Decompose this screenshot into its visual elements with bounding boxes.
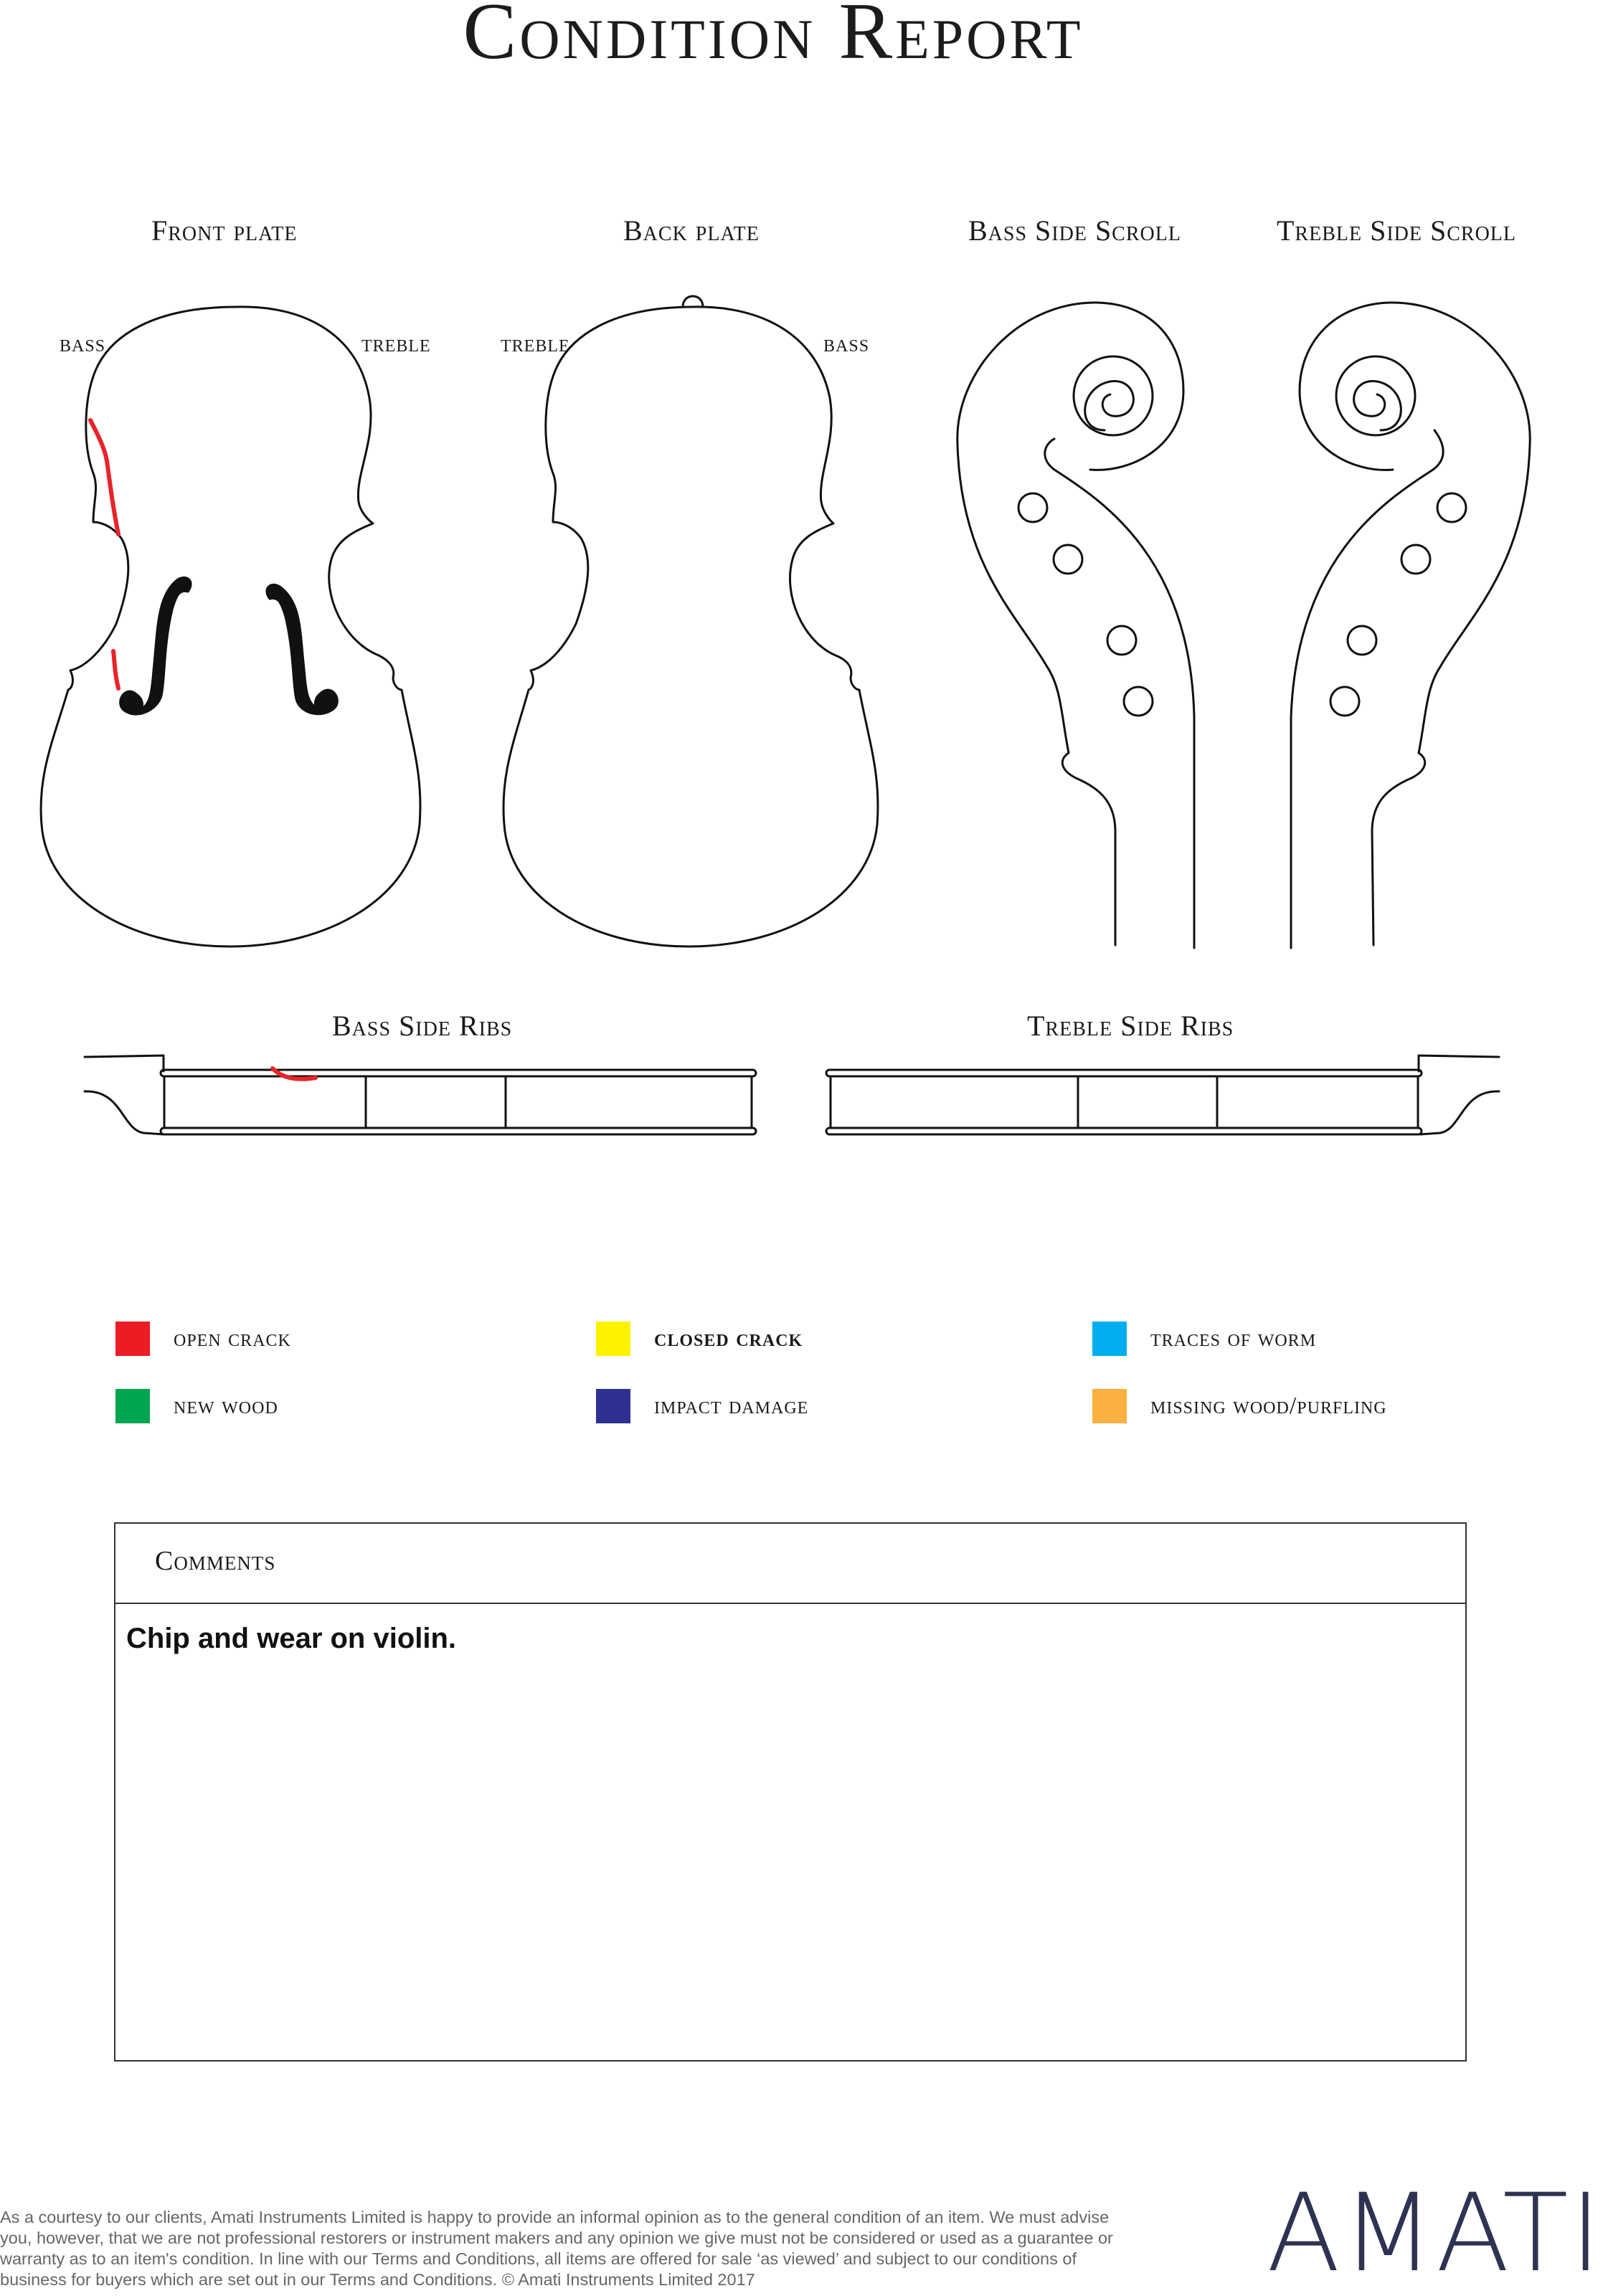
legend-new-wood	[115, 1389, 278, 1423]
open-crack-mark-front-lower	[113, 651, 118, 688]
left-f-hole	[120, 577, 191, 714]
comments-header	[115, 1524, 1465, 1604]
bass-side-scroll-label: Bass Side Scroll	[968, 214, 1181, 247]
open-crack-swatch	[115, 1322, 150, 1356]
page-title: Condition Report	[463, 0, 1084, 76]
bass-side-ribs-outline	[85, 1056, 756, 1134]
legend-label: new wood	[174, 1393, 278, 1419]
comments-label: Comments	[155, 1546, 276, 1576]
legend-open-crack	[115, 1322, 291, 1356]
legend-label: open crack	[174, 1325, 291, 1352]
comments-text: Chip and wear on violin.	[126, 1623, 457, 1654]
amati-logo: AMATI	[1267, 2171, 1603, 2296]
bass-scroll-outline	[957, 303, 1194, 948]
legend-label: closed crack	[654, 1325, 803, 1352]
legend-impact-damage	[596, 1389, 808, 1423]
traces-of-worm-swatch	[1092, 1322, 1127, 1356]
back-plate-outline	[503, 307, 878, 947]
treble-side-scroll-label: Treble Side Scroll	[1277, 214, 1517, 247]
front-bass-side-label: BASS	[60, 337, 106, 356]
legend-missing-wood	[1092, 1389, 1387, 1423]
treble-scroll-outline	[1291, 303, 1530, 948]
closed-crack-swatch	[596, 1322, 630, 1356]
impact-damage-swatch	[596, 1389, 630, 1423]
new-wood-swatch	[115, 1389, 150, 1423]
disclaimer-text: As a courtesy to our clients, Amati Instruments Limited is happy to provide an informal opinion as to the general condition of an item. We must advise you, however, that we are not professional restorers or instrument makers and any opinion we give must not be considered or used as a guarantee or warranty as to an item's condition. In line with our Terms and Conditions, all items are offered for sale ‘as viewed’ and subject to our conditions of business for buyers which are set out in our Terms and Conditions. © Amati Instruments Limited 2017	[0, 2208, 1113, 2289]
missing-wood-swatch	[1092, 1389, 1127, 1423]
front-plate-outline	[41, 307, 420, 947]
right-f-hole	[267, 584, 337, 713]
legend-closed-crack	[596, 1322, 803, 1356]
back-bass-side-label: BASS	[823, 337, 870, 356]
legend-label: missing wood/purfling	[1150, 1393, 1387, 1419]
legend-label: impact damage	[654, 1393, 809, 1419]
bass-side-ribs-label: Bass Side Ribs	[332, 1010, 513, 1042]
legend-label: traces of worm	[1150, 1325, 1317, 1352]
back-button-outline	[683, 296, 703, 307]
back-treble-side-label: TREBLE	[501, 337, 570, 356]
legend-traces-of-worm	[1092, 1322, 1316, 1356]
front-plate-label: Front plate	[151, 214, 298, 247]
comments-box	[114, 1522, 1467, 2062]
back-plate-label: Back plate	[623, 214, 760, 247]
front-treble-side-label: TREBLE	[361, 337, 431, 356]
treble-side-ribs-outline	[826, 1056, 1499, 1134]
treble-side-ribs-label: Treble Side Ribs	[1027, 1010, 1234, 1042]
instrument-outline-diagram	[0, 0, 1546, 1176]
